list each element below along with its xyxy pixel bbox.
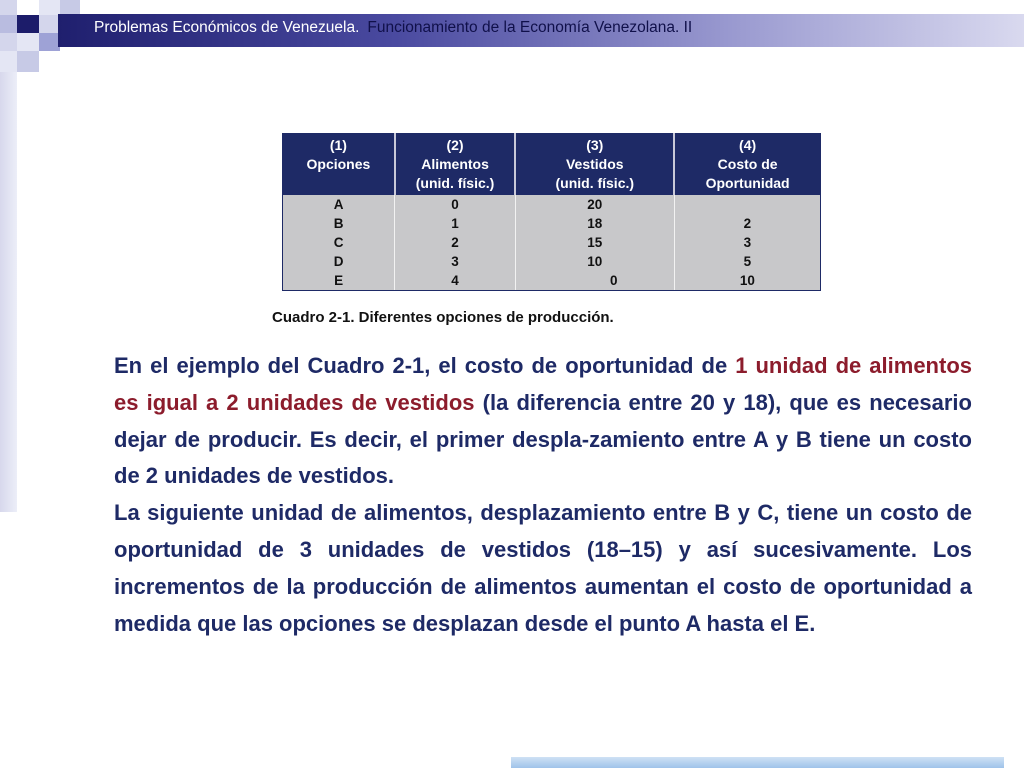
table-cell: A (283, 195, 395, 214)
column-header (515, 134, 674, 196)
header-title-part1: Problemas Económicos de Venezuela. (94, 19, 360, 36)
table-row (283, 271, 821, 291)
column-header-line3: (unid. físic.) (415, 175, 495, 191)
table-cell: 1 (395, 214, 516, 233)
table-cell: 3 (674, 233, 820, 252)
table-cell: 2 (674, 214, 820, 233)
deco-square-12 (17, 51, 39, 72)
table-cell (674, 195, 820, 214)
table-header-row (283, 134, 821, 196)
table-cell: 0 (515, 271, 674, 291)
column-header-line3: (unid. físic.) (555, 175, 635, 191)
column-header (395, 134, 516, 196)
highlighted-text: 1 unidad de alimentos es igual a 2 unidades de vestidos (114, 353, 972, 415)
table-cell: 0 (395, 195, 516, 214)
header-title-part2: Funcionamiento de la Economía Venezolana. II (367, 19, 693, 36)
table-cell: E (283, 271, 395, 291)
left-decor-strip (0, 72, 17, 512)
deco-square-7 (60, 0, 80, 15)
column-header-line1: (1) (329, 137, 347, 153)
column-header-line2: Vestidos (565, 156, 624, 172)
table-cell: 18 (515, 214, 674, 233)
deco-square-10 (39, 33, 60, 51)
paragraph-2: La siguiente unidad de alimentos, desplazamiento entre B y C, tiene un costo de oportunidad de 3 unidades de vestidos (18–15) y así sucesivamente. Los incrementos de la producción de alimentos aumentan el costo de oportunidad a medida que las opciones se desplazan desde el punto A hasta el E. (114, 500, 972, 636)
column-header-line1: (3) (586, 137, 604, 153)
table-row (283, 214, 821, 233)
table-cell: D (283, 252, 395, 271)
column-header-line2: Opciones (306, 156, 371, 172)
paragraph-1-end: (la diferencia entre 20 y 18), que es necesario dejar de producir. Es decir, el primer despla-zamiento entre A y B tiene un costo de 2 unidades de vestidos. (114, 389, 972, 489)
column-header-line2: Alimentos (421, 156, 489, 172)
table-cell: 5 (674, 252, 820, 271)
header-title (94, 19, 692, 37)
production-options-table (282, 133, 821, 291)
bottom-decor-bar (511, 757, 1004, 768)
table-cell: C (283, 233, 395, 252)
deco-square-6 (39, 15, 60, 33)
column-header-line2: Costo de (717, 156, 778, 172)
deco-square-11 (0, 51, 17, 72)
deco-square-9 (17, 33, 39, 51)
table-cell: B (283, 214, 395, 233)
table-cell: 15 (515, 233, 674, 252)
column-header (283, 134, 395, 196)
table-cell: 10 (515, 252, 674, 271)
table-row (283, 252, 821, 271)
deco-square-1 (0, 0, 17, 15)
table-cell: 20 (515, 195, 674, 214)
table-cell: 10 (674, 271, 820, 291)
table-caption: Cuadro 2-1. Diferentes opciones de producción. (272, 309, 614, 326)
column-header (674, 134, 820, 196)
column-header-line1: (2) (446, 137, 464, 153)
column-header-line1: (4) (739, 137, 757, 153)
paragraph-1 (114, 348, 972, 495)
deco-square-8 (0, 33, 17, 51)
deco-square-5 (17, 15, 39, 33)
deco-square-3 (39, 0, 60, 15)
table-cell: 2 (395, 233, 516, 252)
deco-square-2 (17, 0, 39, 15)
table-row (283, 233, 821, 252)
paragraph-1-start: En el ejemplo del Cuadro 2-1, el costo de oportunidad de (114, 353, 736, 378)
table-cell: 3 (395, 252, 516, 271)
column-header-line3 (285, 174, 392, 193)
column-header-line3: Oportunidad (705, 175, 790, 191)
body-text (114, 348, 972, 642)
deco-square-4 (0, 15, 17, 33)
table-cell: 4 (395, 271, 516, 291)
table-row (283, 195, 821, 214)
